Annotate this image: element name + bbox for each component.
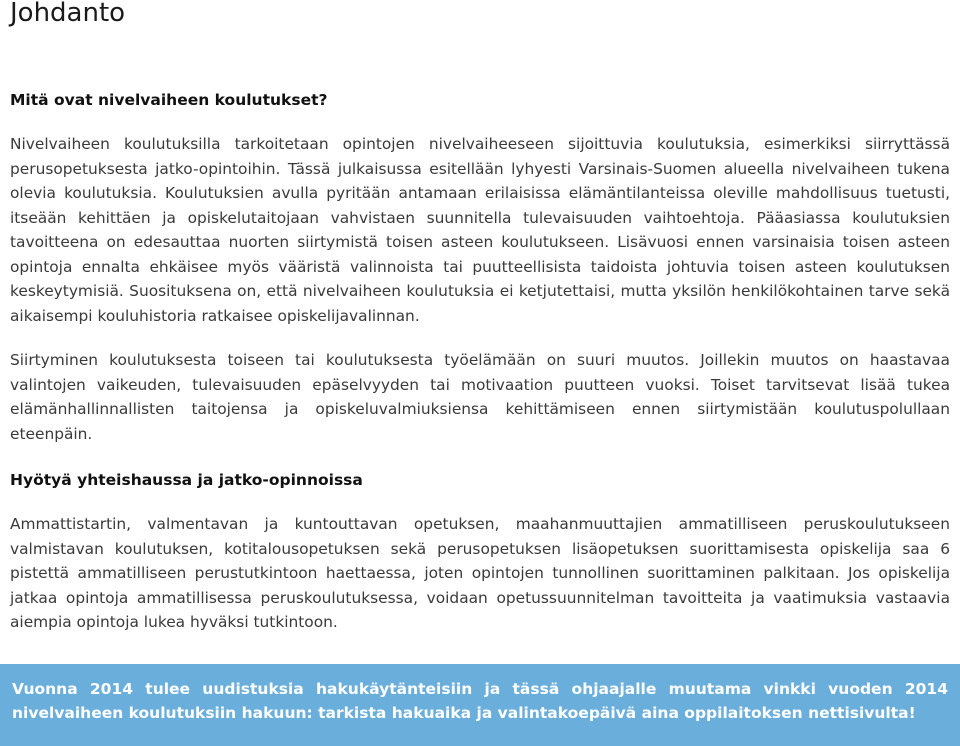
spacer	[10, 446, 950, 468]
intro-heading: Mitä ovat nivelvaiheen koulutukset?	[10, 91, 328, 109]
benefit-paragraph-1: Ammattistartin, valmentavan ja kuntouttavan opetuksen, maahanmuuttajien ammatilliseen peruskoulutukseen valmistavan koulutuksen, kotitalousopetuksen sekä perusopetuksen lisäopetuksen suorittamisesta opiskelija saa 6 pistettä ammatilliseen perustutkintoon haettaessa, joten opintojen tunnollinen suorittaminen palkitaan. Jos opiskelija jatkaa opintoja ammatillisessa peruskoulutuksessa, voidaan opetussuunnitelman tavoitteita ja vaatimuksia vastaavia aiempia opintoja lukea hyväksi tutkintoon.	[10, 515, 950, 631]
spacer	[10, 492, 950, 512]
spacer	[10, 112, 950, 132]
intro-paragraph-2: Siirtyminen koulutuksesta toiseen tai koulutuksesta työelämään on suuri muutos. Joillekin muutos on haastavaa valintojen vaikeuden, tulevaisuuden epäselvyyden tai motivaation puutteen vuoksi. Toiset tarvitsevat lisää tukea elämänhallinnallisten taitojensa ja opiskeluvalmiuksiensa kehittämiseen ennen siirtymistään koulutuspolullaan eteenpäin.	[10, 351, 950, 443]
intro-paragraph-1: Nivelvaiheen koulutuksilla tarkoitetaan opintojen nivelvaiheeseen sijoittuvia koulutuksia, esimerkiksi siirryttässä perusopetuksesta jatko-opintoihin. Tässä julkaisussa esitellään lyhyesti Varsinais-Suomen alueella nivelvaiheen tukena olevia koulutuksia. Koulutuksien avulla pyritään antamaan erilaisissa elämäntilanteissa oleville mahdollisuus tuetusti, itseään kehittäen ja opiskelutaitojaan vahvistaen suunnitella tulevaisuuden vaihtoehtoja. Pääasiassa koulutuksien tavoitteena on edesauttaa nuorten siirtymistä toisen asteen koulutukseen. Lisävuosi ennen varsinaisia toisen asteen opintoja ennalta ehkäisee myös vääristä valinnoista tai puutteellisista taidoista johtuvia toisen asteen koulutuksen keskeytymisiä. Suosituksena on, että nivelvaiheen koulutuksia ei ketjutettaisi, mutta yksilön henkilökohtainen tarve sekä aikaisempi kouluhistoria ratkaisee opiskelijavalinnan.	[10, 135, 950, 325]
page-title: Johdanto	[10, 0, 126, 28]
main-content	[10, 88, 950, 635]
benefit-heading: Hyötyä yhteishaussa ja jatko-opinnoissa	[10, 471, 363, 489]
callout-text: Vuonna 2014 tulee uudistuksia hakukäytänteisiin ja tässä ohjaajalle muutama vinkki vuoden 2014 nivelvaiheen koulutuksiin hakuun: tarkista hakuaika ja valintakoepäivä aina oppilaitoksen nettisivulta!	[12, 680, 948, 722]
spacer	[10, 328, 950, 348]
callout-box	[0, 664, 960, 746]
